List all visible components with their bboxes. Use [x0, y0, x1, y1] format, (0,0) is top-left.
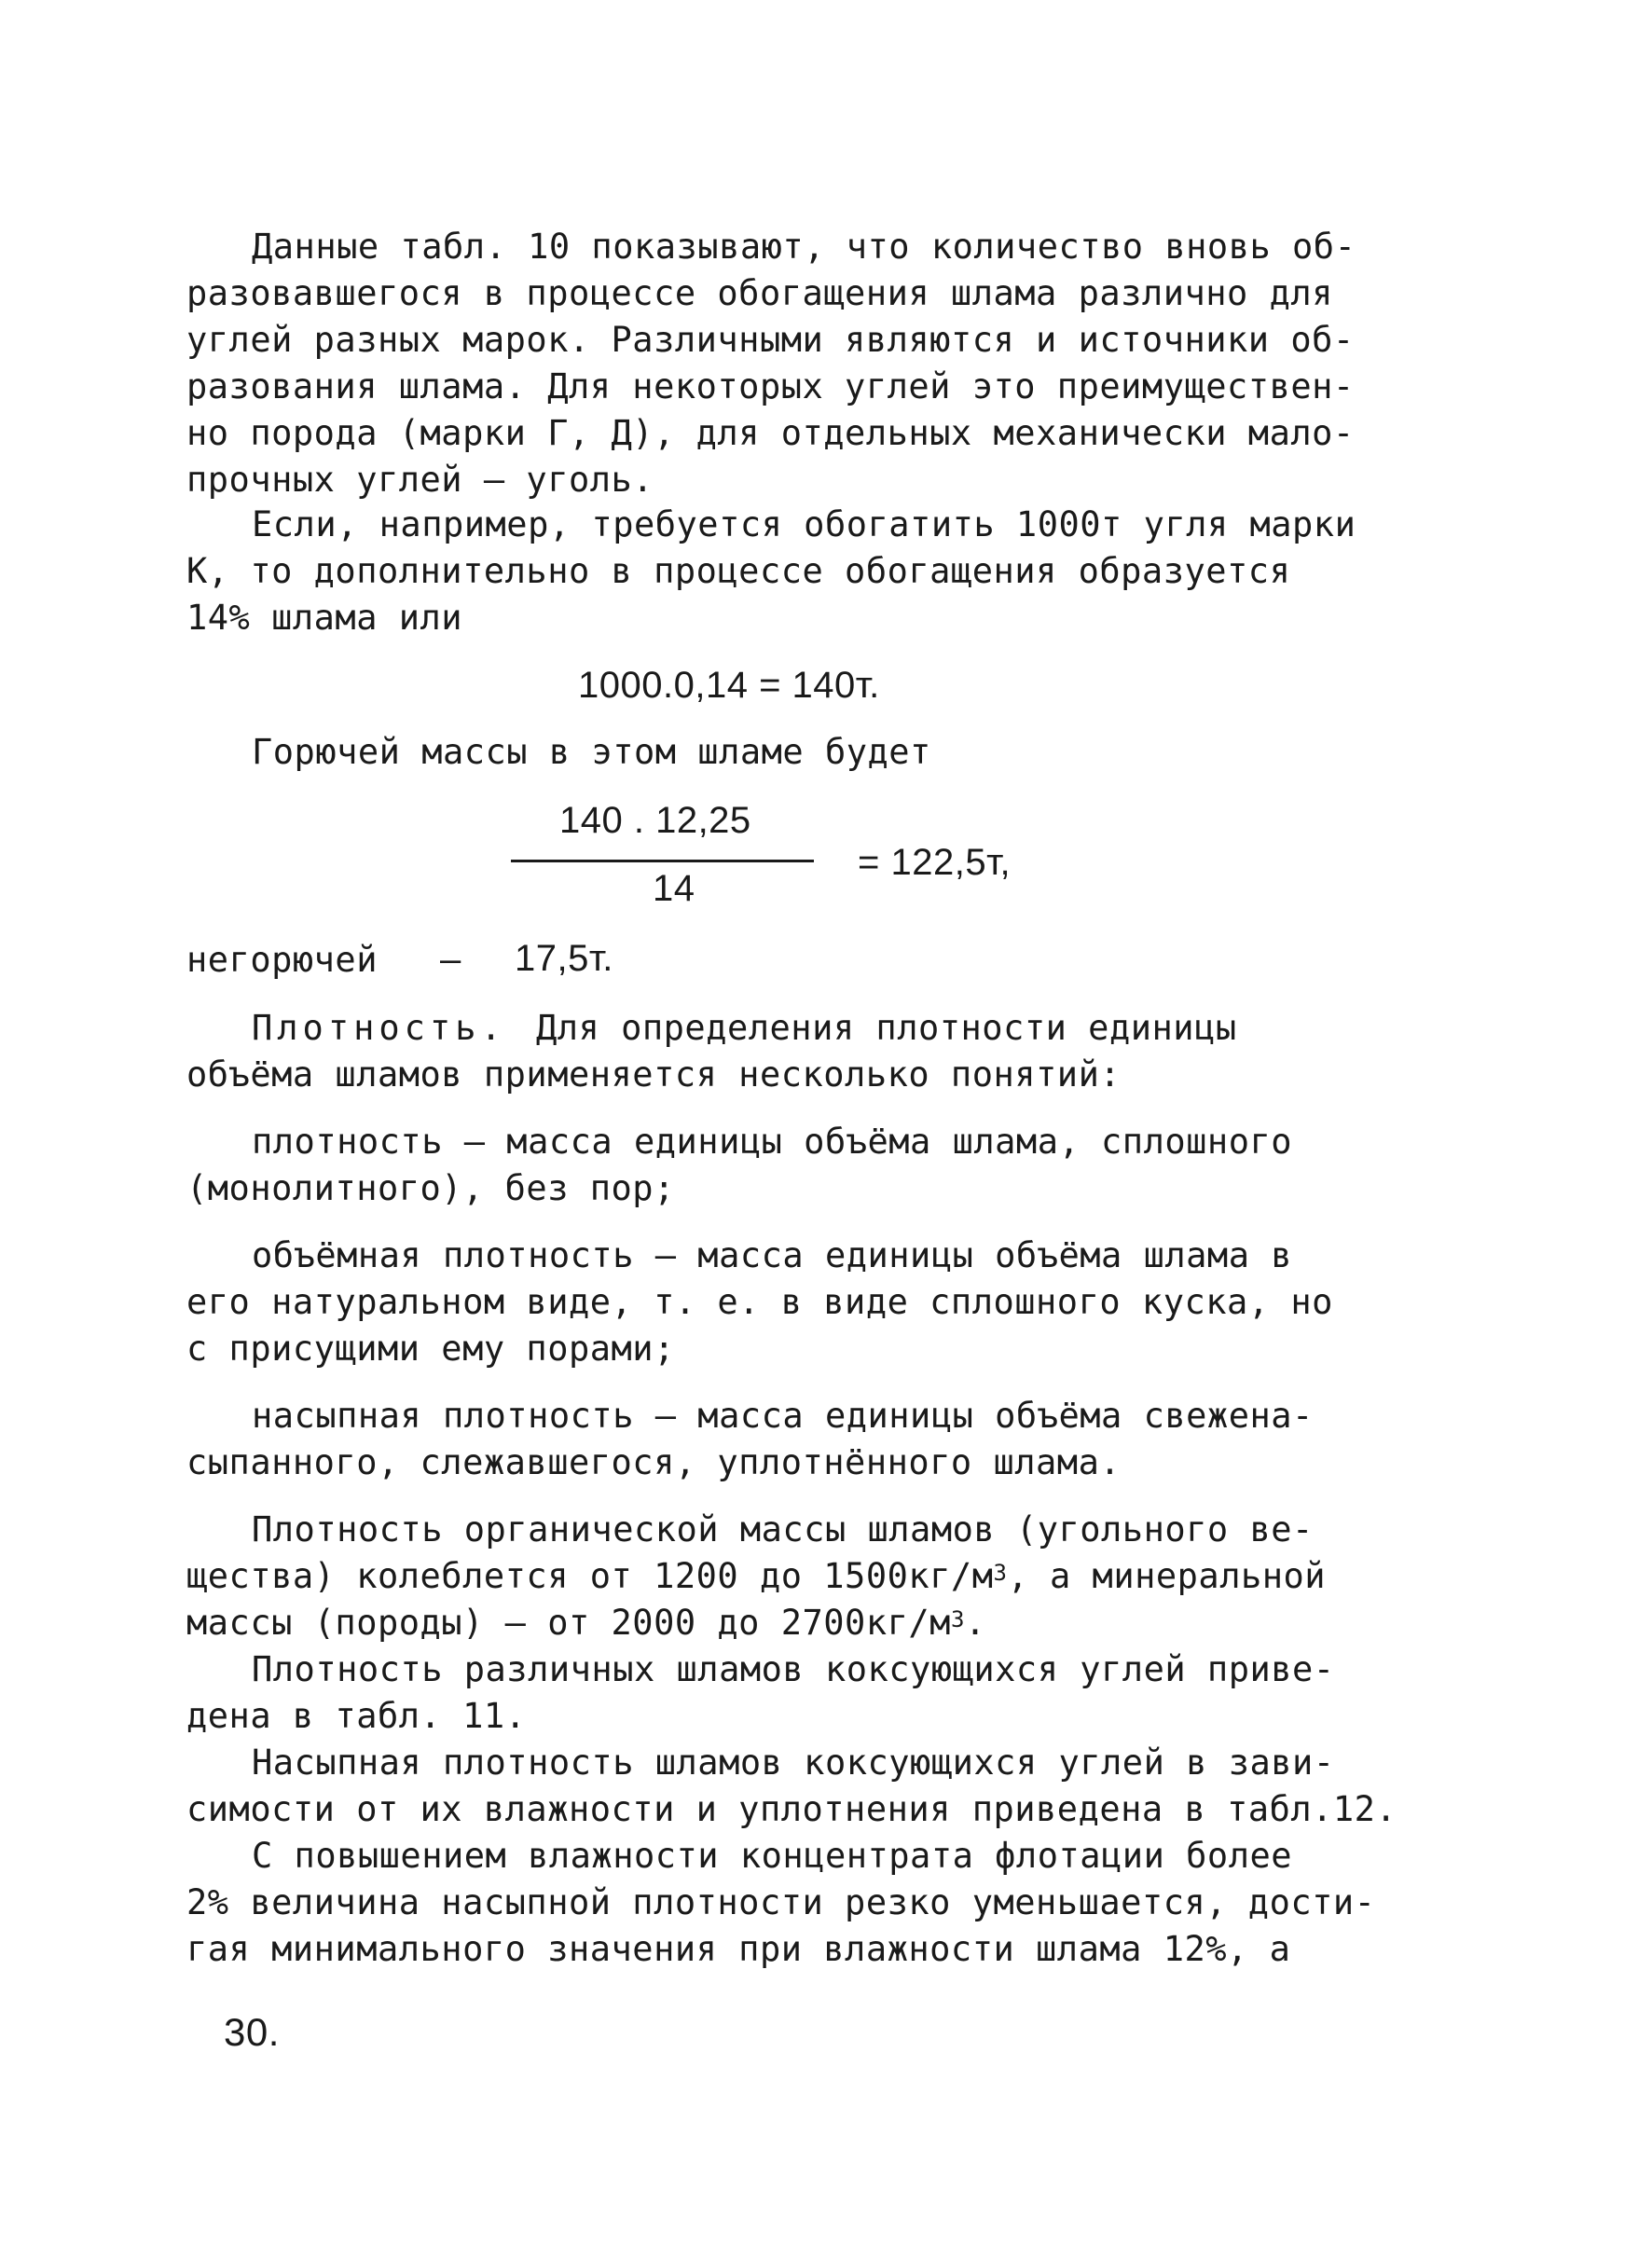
paragraph-6-line-1: Насыпная плотность шламов коксующихся углей в зави-: [252, 1742, 1335, 1783]
paragraph-1-line-3: углей разных марок. Различными являются и источники об-: [186, 320, 1355, 360]
paragraph-1-line-2: разовавшегося в процессе обогащения шлама различно для: [186, 273, 1333, 313]
nonflammable-dash: –: [440, 940, 461, 980]
paragraph-4-line-3-text: массы (породы) – от 2000 до 2700кг/м: [186, 1603, 951, 1643]
paragraph-4-line-2: [186, 1553, 1326, 1600]
definition-2-line-3: с присущими ему порами;: [186, 1329, 675, 1369]
paragraph-4-line-1: Плотность органической массы шламов (угольного ве-: [252, 1509, 1314, 1549]
paragraph-4-line-3-tail: .: [964, 1603, 986, 1643]
definition-1-line-1: плотность – масса единицы объёма шлама, сплошного: [252, 1122, 1293, 1162]
paragraph-4-line-2-text: щества) колеблется от 1200 до 1500кг/м: [186, 1556, 994, 1596]
paragraph-2-line-1: Если, например, требуется обогатить 1000т угля марки: [252, 504, 1356, 544]
definition-2-line-2: его натуральном виде, т. е. в виде сплошного куска, но: [186, 1282, 1333, 1322]
density-heading: Плотность.: [252, 1008, 506, 1048]
paragraph-4-line-3: [186, 1600, 986, 1646]
definition-3-line-1: насыпная плотность – масса единицы объёма свежена-: [252, 1396, 1314, 1436]
equation-1: 1000.0,14 = 140т.: [578, 665, 880, 706]
paragraph-1-line-4: разования шлама. Для некоторых углей это преимуществен-: [186, 366, 1355, 406]
paragraph-1-line-1: Данные табл. 10 показывают, что количество вновь об-: [252, 227, 1356, 267]
definition-3-line-2: сыпанного, слежавшегося, уплотнённого шлама.: [186, 1442, 1122, 1482]
fraction-denominator: 14: [653, 868, 695, 909]
cubic-superscript: 3: [950, 1606, 965, 1632]
paragraph-5-line-1: Плотность различных шламов коксующихся углей приве-: [252, 1649, 1335, 1689]
paragraph-1-line-5: но порода (марки Г, Д), для отдельных механически мало-: [186, 413, 1355, 453]
definition-1-line-2: (монолитного), без пор;: [186, 1168, 675, 1208]
paragraph-7-line-2: 2% величина насыпной плотности резко уменьшается, дости-: [186, 1882, 1376, 1922]
fraction-bar: [511, 860, 814, 862]
paragraph-7-line-1: С повышением влажности концентрата флотации более: [252, 1836, 1293, 1876]
paragraph-2-line-2: К, то дополнительно в процессе обогащения образуется: [186, 551, 1291, 591]
cubic-superscript: 3: [993, 1560, 1008, 1586]
definition-2-line-1: объёмная плотность – масса единицы объёма шлама в: [252, 1235, 1293, 1275]
page-number: 30.: [224, 2010, 280, 2054]
paragraph-5-line-2: дена в табл. 11.: [186, 1696, 527, 1736]
paragraph-7-line-3: гая минимального значения при влажности шлама 12%, а: [186, 1929, 1291, 1969]
fraction-numerator: 140 . 12,25: [559, 800, 751, 841]
paragraph-6-line-2: симости от их влажности и уплотнения приведена в табл.12.: [186, 1789, 1397, 1829]
density-intro-line-1: Для определения плотности единицы: [536, 1008, 1237, 1048]
fraction-result: = 122,5т,: [858, 842, 1012, 883]
nonflammable-label: негорючей: [186, 940, 378, 980]
paragraph-2-line-3: 14% шлама или: [186, 598, 463, 638]
paragraph-4-line-2-tail: , а минеральной: [1007, 1556, 1327, 1596]
paragraph-1-line-6: прочных углей – уголь.: [186, 460, 654, 500]
nonflammable-value: 17,5т.: [515, 938, 613, 979]
density-intro-line-2: объёма шламов применяется несколько понятий:: [186, 1054, 1122, 1095]
paragraph-3: Горючей массы в этом шламе будет: [252, 732, 931, 772]
